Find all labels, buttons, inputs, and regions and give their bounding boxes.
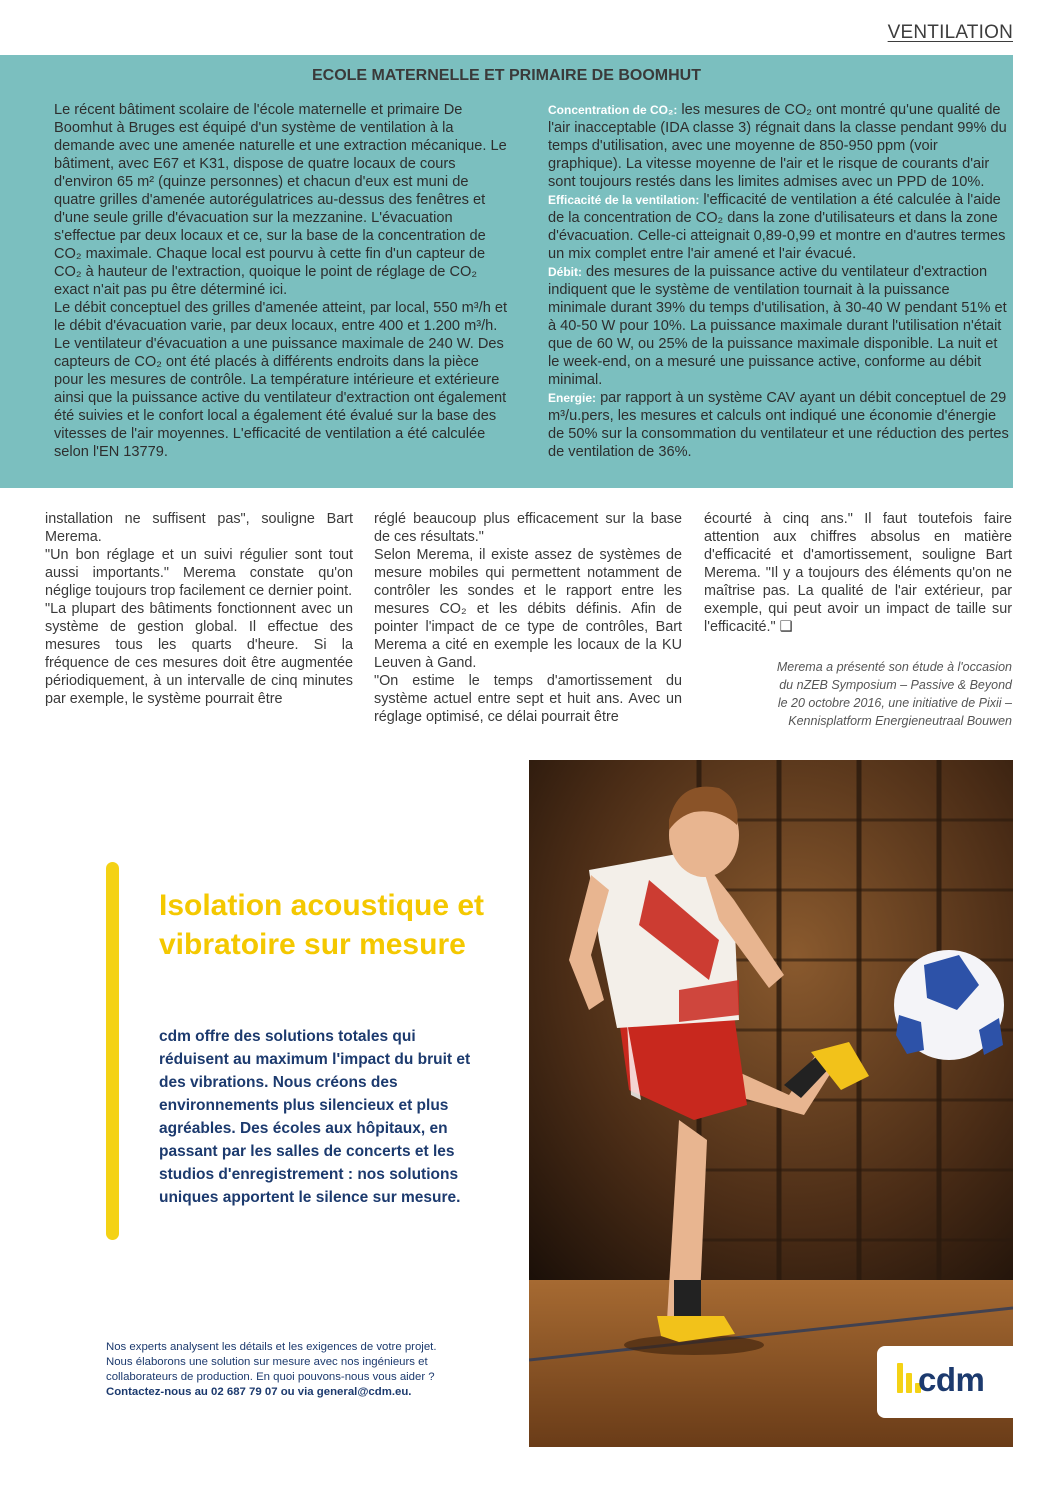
ad-footer-line: collaborateurs de production. En quoi pouvons-nous vous aider ? — [106, 1371, 435, 1383]
article-column-1 — [45, 510, 353, 708]
info-item-flow — [548, 263, 1010, 389]
ad-footer — [106, 1340, 526, 1400]
article-paragraph: réglé beaucoup plus efficacement sur la base de ces résultats." — [374, 511, 682, 545]
info-item-efficiency — [548, 191, 1010, 263]
caption-line: Merema a présenté son étude à l'occasion — [776, 660, 1012, 674]
info-item-energy — [548, 389, 1010, 461]
info-item-label: Energie: — [548, 391, 597, 405]
article-column-3 — [704, 510, 1012, 730]
info-paragraph: Le débit conceptuel des grilles d'amenée atteint, par local, 550 m³/h et le débit d'évacuation varie, par deux locaux, entre 400 et 1.200 m³/h. Le ventilateur d'évacuation a une puissance maximale de 240 W. Des capteurs de CO₂ ont été placés à différents endroits dans la pièce pour les mesures de contrôle. La température intérieure et extérieure ainsi que la puissance active du ventilateur d'extraction ont également été suivies et le confort local a également été évalué sur la base des vitesses de l'air moyennes. L'efficacité de ventilation a été calculée selon l'EN 13779. — [54, 300, 508, 460]
caption-line: le 20 octobre 2016, une initiative de Pixii – — [777, 696, 1012, 710]
ad-accent-bar — [106, 862, 119, 1240]
info-item-text: les mesures de CO₂ ont montré qu'une qualité de l'air inacceptable (IDA classe 3) régnait dans la classe pendant 99% du temps d'utilisation, avec une moyenne de 850-950 ppm (voir graphique). La vitesse moyenne de l'air et le risque de courants d'air sont toujours restés dans les limites admises avec un PPD de 10%. — [548, 102, 1007, 190]
info-item-label: Débit: — [548, 265, 582, 279]
section-tag: VENTILATION — [887, 22, 1013, 43]
info-box-left-column — [54, 101, 512, 461]
article-paragraph: "La plupart des bâtiments fonctionnent avec un système de gestion global. Il effectue des mesures tous les quarts d'heure. Si la fréquence de ces mesures doit être augmentée périodiquement, à un intervalle de cinq minutes par exemple, le système pourrait être — [45, 601, 353, 707]
article-paragraph: "Un bon réglage et un suivi régulier sont tout aussi importants." Merema constate qu'on néglige toujours trop facilement ce dernier point. — [45, 547, 353, 599]
info-box-title: ECOLE MATERNELLE ET PRIMAIRE DE BOOMHUT — [311, 67, 702, 84]
article-paragraph: Selon Merema, il existe assez de systèmes de mesure mobiles qui permettent notamment de contrôler les sondes et le rapport entre les mesures CO₂ et les débits définis. Afin de pointer l'impact de ce type de contrôles, Bart Merema a cité en exemple les locaux de la KU Leuven à Gand. — [374, 547, 682, 671]
info-box-right-column — [548, 101, 1010, 461]
caption-line: Kennisplatform Energieneutraal Bouwen — [788, 714, 1012, 728]
info-item-text: des mesures de la puissance active du ventilateur d'extraction indiquent que le système de ventilation tournait à la puissance minimale durant 39% du temps d'utilisation, à 30-40 W pendant 51% et à 40-50 W pour 10%. La puissance maximale durant l'utilisation n'était que de 60 W, ou 25% de la puissance maximale disponible. La nuit et le week-end, on a mesuré une puissance active, conforme au débit minimal. — [548, 264, 1007, 388]
ad-body: cdm offre des solutions totales qui réduisent au maximum l'impact du bruit et des vibrations. Nous créons des environnements plus silencieux et plus agréables. Des écoles aux hôpitaux, en passant par les salles de concerts et les studios d'enregistrement : nos solutions uniques apportent le silence sur mesure. — [159, 1028, 471, 1206]
info-item-label: Efficacité de la ventilation: — [548, 193, 700, 207]
info-item-co2 — [548, 101, 1010, 191]
caption-line: du nZEB Symposium – Passive & Beyond — [779, 678, 1012, 692]
ad-contact[interactable]: Contactez-nous au 02 687 79 07 ou via general@cdm.eu. — [106, 1386, 412, 1398]
cdm-logo-text: cdm — [918, 1361, 985, 1398]
article-paragraph: "On estime le temps d'amortissement du système actuel entre sept et huit ans. Avec un réglage optimisé, ce délai pourrait être — [374, 673, 682, 725]
info-paragraph: Le récent bâtiment scolaire de l'école maternelle et primaire De Boomhut à Bruges est équipé d'un système de ventilation à la demande avec une amenée naturelle et une extraction mécanique. Le bâtiment, avec E67 et K31, dispose de quatre locaux de cours d'environ 65 m² (quinze personnes) et chacun d'eux est muni de quatre grilles d'amenée autorégulatrices au-dessus des fenêtres et d'une seule grille d'évacuation sur la mezzanine. L'évacuation s'effectue par deux locaux et ce, sur la base de la concentration de CO₂ maximale. Chaque local est pourvu à cette fin d'un capteur de CO₂ à hauteur de l'extraction, quoique le point de réglage de CO₂ exact n'ait pas pu être déterminé ici. — [54, 102, 507, 298]
photo-illustration — [529, 760, 1013, 1447]
info-box — [0, 55, 1013, 488]
ad-footer-line: Nous élaborons une solution sur mesure avec nos ingénieurs et — [106, 1356, 428, 1368]
ad-heading: Isolation acoustique et vibratoire sur mesure — [159, 889, 485, 961]
ad-photo-football-kid — [529, 760, 1013, 1447]
article-column-2 — [374, 510, 682, 726]
info-item-text: l'efficacité de ventilation a été calculée à l'aide de la concentration de CO₂ dans la zone d'utilisateurs et dans la zone d'évacuation. Celle-ci atteignait 0,89-0,99 et montre en d'autres termes un mix complet entre l'air amené et l'air évacué. — [548, 192, 1006, 262]
ad-footer-line: Nos experts analysent les détails et les exigences de votre projet. — [106, 1341, 437, 1353]
info-item-label: Concentration de CO₂: — [548, 103, 678, 117]
article-paragraph: écourté à cinq ans." Il faut toutefois faire attention aux chiffres absolus en matière d'efficacité et d'amortissement, souligne Bart Merema. "Il y a toujours des éléments qu'on ne maîtrise pas. La qualité de l'air extérieur, par exemple, qui peut avoir un impact de taille sur l'efficacité." ❑ — [704, 511, 1012, 635]
article-paragraph: installation ne suffisent pas", souligne Bart Merema. — [45, 511, 353, 545]
info-item-text: par rapport à un système CAV ayant un débit conceptuel de 29 m³/u.pers, les mesures et calculs ont indiqué une économie d'énergie de 50% sur la consommation du ventilateur et une réduction des pertes de ventilation de 36%. — [548, 390, 1009, 460]
article-caption — [704, 658, 1012, 730]
